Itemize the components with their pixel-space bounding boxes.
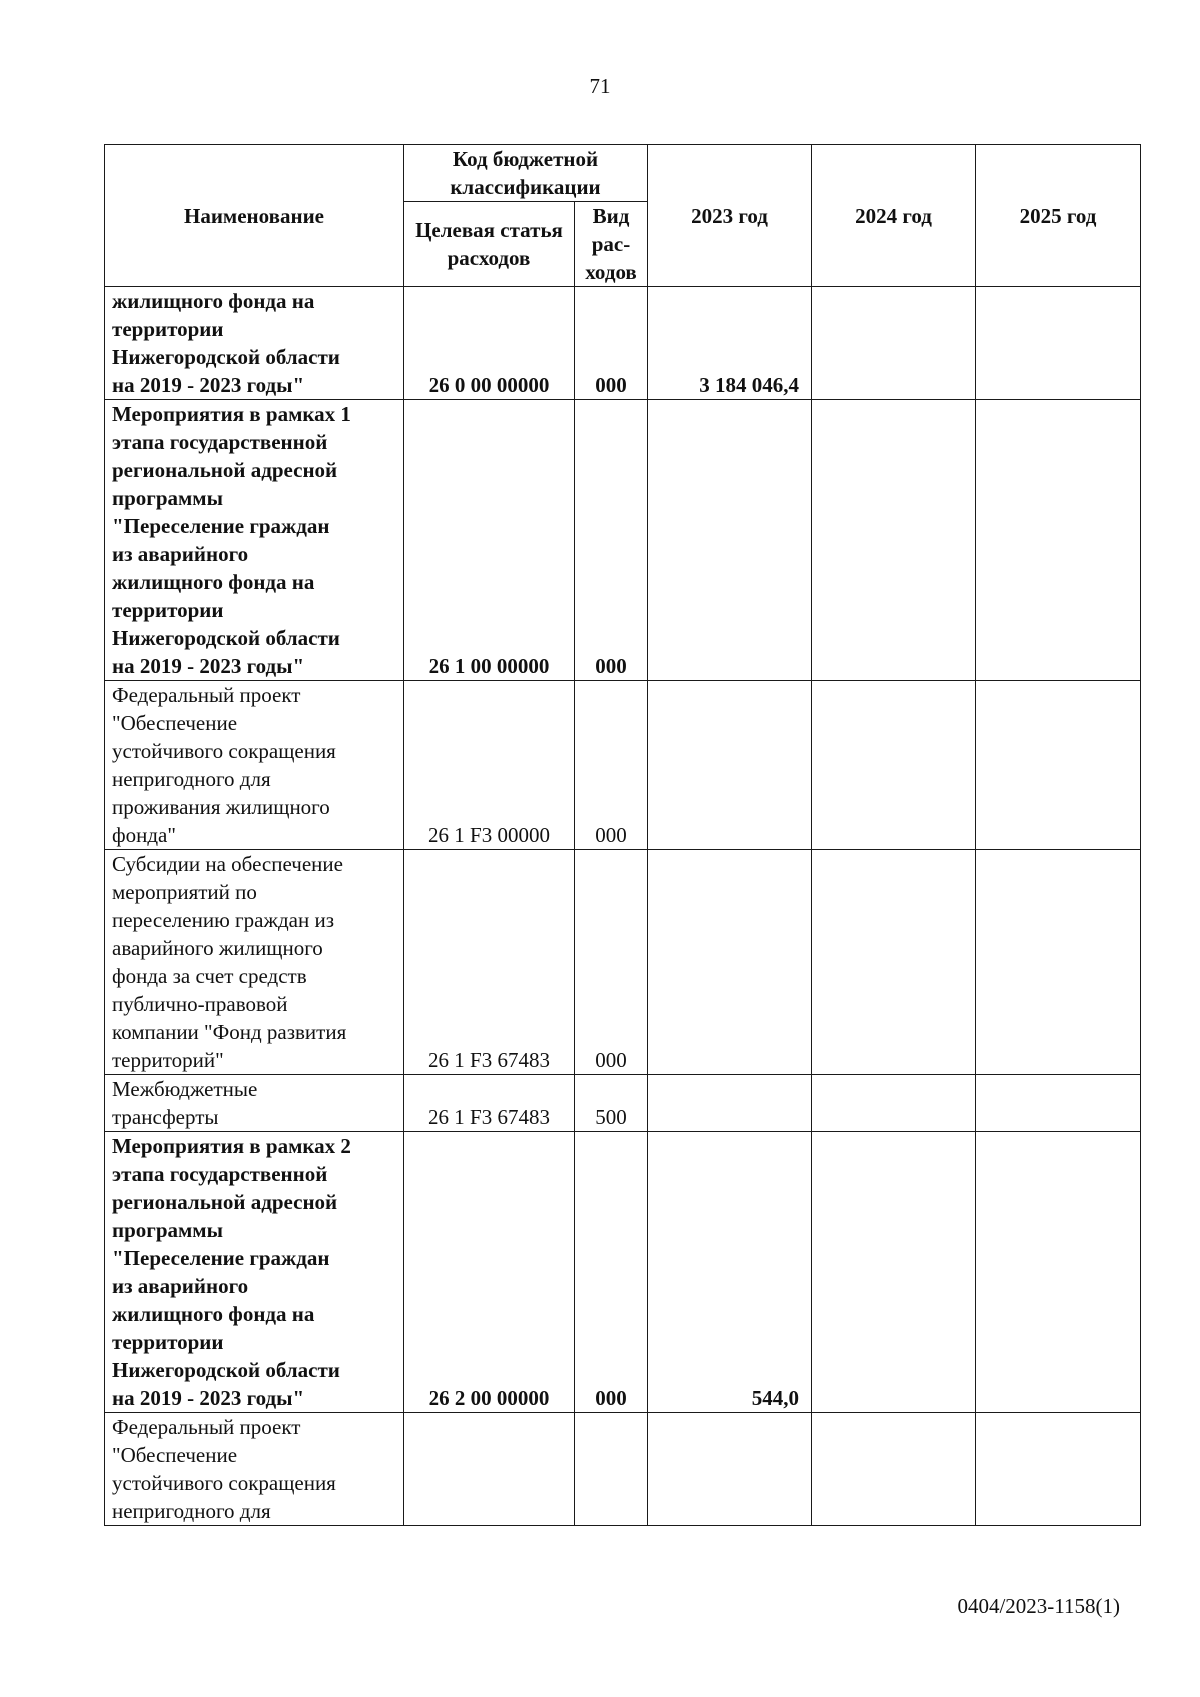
cell-year-2023: 544,0	[648, 1132, 812, 1413]
cell-year-2024	[812, 681, 976, 850]
cell-expense-kind: 000	[575, 1132, 648, 1413]
table-row	[105, 1132, 1141, 1413]
cell-year-2025	[976, 681, 1141, 850]
header-code-group: Код бюджетной классификации	[404, 145, 648, 202]
cell-expense-kind: 000	[575, 681, 648, 850]
cell-year-2023	[648, 681, 812, 850]
cell-expense-kind: 000	[575, 850, 648, 1075]
cell-target-article: 26 0 00 00000	[404, 287, 575, 400]
header-name: Наименование	[105, 145, 404, 287]
cell-expense-kind: 000	[575, 287, 648, 400]
table-row	[105, 1075, 1141, 1132]
cell-year-2024	[812, 850, 976, 1075]
cell-name: жилищного фонда на территории Нижегородской области на 2019 - 2023 годы"	[105, 287, 404, 400]
cell-year-2023	[648, 1075, 812, 1132]
cell-target-article: 26 2 00 00000	[404, 1132, 575, 1413]
cell-target-article: 26 1 F3 67483	[404, 850, 575, 1075]
table-row	[105, 681, 1141, 850]
cell-expense-kind: 000	[575, 400, 648, 681]
cell-name: Субсидии на обеспечение мероприятий по переселению граждан из аварийного жилищного фонда за счет средств публично-правовой компании "Фонд развития территорий"	[105, 850, 404, 1075]
cell-target-article: 26 1 00 00000	[404, 400, 575, 681]
header-year-2023: 2023 год	[648, 145, 812, 287]
cell-expense-kind: 500	[575, 1075, 648, 1132]
header-year-2024: 2024 год	[812, 145, 976, 287]
cell-year-2023: 3 184 046,4	[648, 287, 812, 400]
cell-year-2025	[976, 1075, 1141, 1132]
document-code: 0404/2023-1158(1)	[957, 1594, 1120, 1618]
header-year-2025: 2025 год	[976, 145, 1141, 287]
cell-name: Межбюджетные трансферты	[105, 1075, 404, 1132]
cell-year-2025	[976, 400, 1141, 681]
cell-year-2023	[648, 400, 812, 681]
cell-year-2025	[976, 1413, 1141, 1526]
cell-year-2024	[812, 287, 976, 400]
cell-year-2024	[812, 400, 976, 681]
cell-year-2024	[812, 1413, 976, 1526]
cell-name: Мероприятия в рамках 1 этапа государственной региональной адресной программы "Переселение граждан из аварийного жилищного фонда на территории Нижегородской области на 2019 - 2023 годы"	[105, 400, 404, 681]
cell-expense-kind	[575, 1413, 648, 1526]
table-row	[105, 1413, 1141, 1526]
table-row	[105, 287, 1141, 400]
page-number: 71	[589, 74, 611, 98]
table-row	[105, 850, 1141, 1075]
cell-year-2025	[976, 1132, 1141, 1413]
table-body	[105, 287, 1141, 1526]
cell-target-article: 26 1 F3 67483	[404, 1075, 575, 1132]
cell-year-2025	[976, 287, 1141, 400]
cell-year-2025	[976, 850, 1141, 1075]
cell-name: Мероприятия в рамках 2 этапа государственной региональной адресной программы "Переселение граждан из аварийного жилищного фонда на территории Нижегородской области на 2019 - 2023 годы"	[105, 1132, 404, 1413]
header-target-article: Целевая статья расходов	[404, 202, 575, 287]
table-row	[105, 400, 1141, 681]
cell-name: Федеральный проект "Обеспечение устойчивого сокращения непригодного для	[105, 1413, 404, 1526]
cell-target-article: 26 1 F3 00000	[404, 681, 575, 850]
cell-name: Федеральный проект "Обеспечение устойчивого сокращения непригодного для проживания жилищного фонда"	[105, 681, 404, 850]
header-expense-kind: Вид рас-ходов	[575, 202, 648, 287]
cell-year-2023	[648, 850, 812, 1075]
cell-year-2024	[812, 1075, 976, 1132]
cell-year-2023	[648, 1413, 812, 1526]
table-header	[105, 145, 1141, 287]
budget-table	[104, 144, 1141, 1526]
cell-target-article	[404, 1413, 575, 1526]
cell-year-2024	[812, 1132, 976, 1413]
